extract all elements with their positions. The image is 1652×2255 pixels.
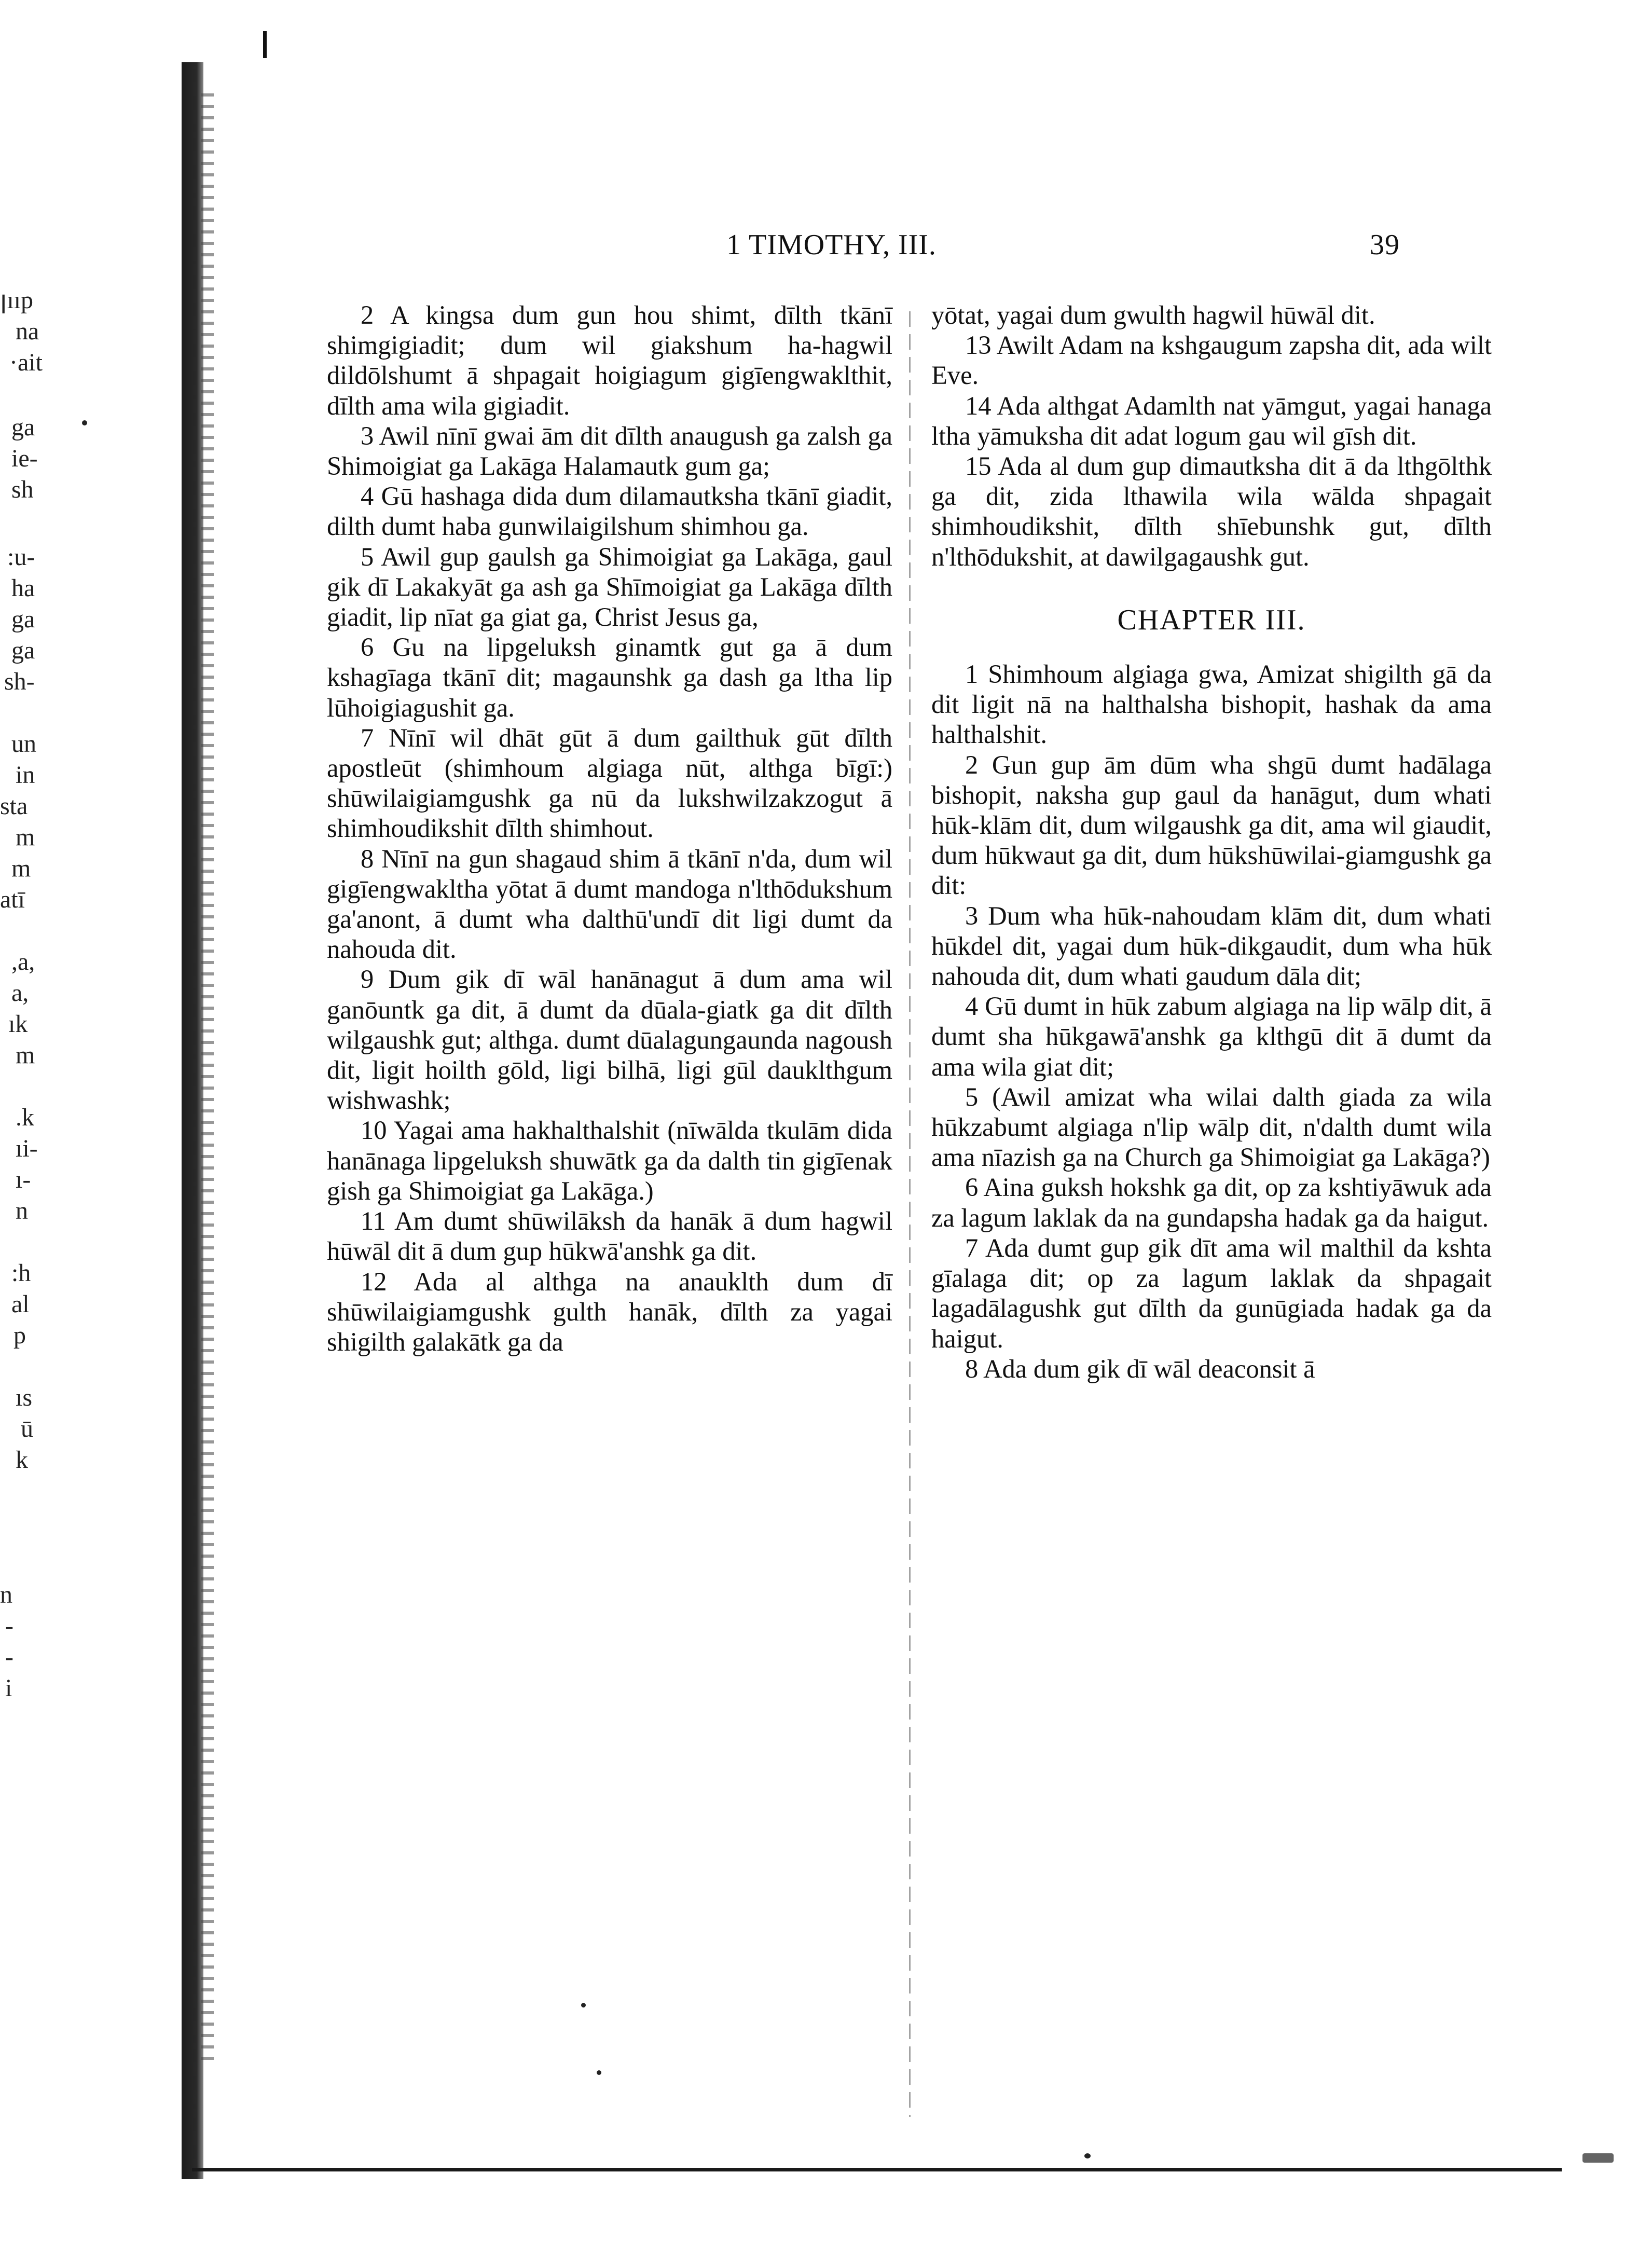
previous-page-fragment: ı- (16, 1166, 31, 1193)
bottom-page-edge (192, 2168, 1562, 2171)
previous-page-fragment: ꞁııp (0, 286, 34, 314)
verse-paragraph: 15 Ada al dum gup dimautksha dit ā da lthgōlthk ga dit, zida lthawila wila wālda shpagait shimhoudikshit, dīlth shīebunshk gut, dīlth n'lthōdukshit, at dawilgagaushk gut. (931, 451, 1492, 571)
previous-page-fragment: n (0, 1581, 12, 1608)
previous-page-fragment: al (11, 1290, 30, 1318)
column-divider (909, 311, 911, 2117)
verse-paragraph: 3 Dum wha hūk-nahoudam klām dit, dum whati hūkdel dit, yagai dum hūk-dikgaudit, dum wha hūk nahouda dit, dum whati gaudum dāla dit; (931, 901, 1492, 991)
scan-speck (1084, 2153, 1091, 2158)
verse-paragraph: 8 Ada dum gik dī wāl deaconsit ā (965, 1354, 1315, 1383)
scan-speck (597, 2070, 601, 2075)
page-number: 39 (1370, 229, 1400, 261)
verse-paragraph: 4 Gū dumt in hūk zabum algiaga na lip wālp dit, ā dumt sha hūkgawā'anshk ga klthgū dit ā dumt da ama wila giat dit; (931, 992, 1492, 1081)
previous-page-fragment: m (11, 855, 31, 882)
previous-page-fragment: ū (21, 1415, 33, 1442)
previous-page-fragment: na (16, 318, 39, 345)
verse-paragraph: 8 Nīnī na gun shagaud shim ā tkānī n'da, dum wil gigīengwakltha yōtat ā dumt mandoga n'lthōdukshum ga'anont, ā dumt wha dalthū'undī dit ligi dumt da nahouda dit. (327, 844, 892, 964)
binding-gutter-edge (201, 93, 214, 2065)
previous-page-fragment: ık (8, 1010, 28, 1038)
previous-page-fragment: ,a, (11, 948, 35, 975)
verse-paragraph: 11 Am dumt shūwilāksh da hanāk ā dum hagwil hūwāl dit ā dum gup hūkwā'anshk ga dit. (327, 1206, 892, 1266)
right-column-continuation (931, 300, 1492, 572)
previous-page-fragment: - (5, 1643, 13, 1671)
scan-speck (1582, 2153, 1614, 2163)
previous-page-fragment: ie- (11, 445, 38, 472)
running-title: 1 TIMOTHY, III. (726, 229, 937, 261)
previous-page-fragment: - (5, 1612, 13, 1640)
verse-paragraph: 13 Awilt Adam na kshgaugum zapsha dit, ada wilt Eve. (931, 331, 1492, 390)
verse-paragraph: 3 Awil nīnī gwai ām dit dīlth anaugush ga zalsh ga Shimoigiat ga Lakāga Halamautk gum ga; (327, 421, 892, 481)
previous-page-fragment: ha (11, 574, 35, 602)
previous-page-fragment: atī (0, 886, 25, 913)
verse-paragraph: 9 Dum gik dī wāl hanānagut ā dum ama wil ganōuntk ga dit, ā dumt da dūala-giatk ga dit dīlth wilgaushk gut; althga. dumt dūalagungaunda nagoush dit, ligit hoilth gōld, ligi bilhā, ligi gūl dauklthgum wishwashk; (327, 965, 892, 1115)
previous-page-fragment: ga (11, 414, 35, 441)
previous-page-fragment: in (16, 761, 35, 789)
verse-paragraph: 5 Awil gup gaulsh ga Shimoigiat ga Lakāga, gaul gik dī Lakakyāt ga ash ga Shīmoigiat ga Lakāga dīlth giadit, lip nīat ga giat ga, Christ Jesus ga, (327, 542, 892, 632)
left-column (327, 300, 892, 1357)
verse-paragraph: 10 Yagai ama hakhalthalshit (nīwālda tkulām dida hanānaga lipgeluksh shuwātk ga da dalth tin gigīenak gish ga Shimoigiat ga Lakāga.) (327, 1116, 892, 1205)
previous-page-fragment: a, (11, 979, 29, 1007)
previous-page-fragment: sh- (4, 668, 35, 695)
previous-page-fragment: sta (0, 792, 28, 820)
verse-paragraph: 6 Gu na lipgeluksh ginamtk gut ga ā dum kshagīaga tkānī dit; magaunshk ga dash ga ltha lip lūhoigiagushit ga. (327, 632, 892, 722)
chapter-verses (931, 659, 1492, 1384)
previous-page-fragment: m (16, 823, 35, 851)
previous-page-edge (0, 0, 176, 2255)
previous-page-fragment: :h (11, 1259, 31, 1287)
previous-page-fragment: .k (16, 1104, 34, 1131)
verse-paragraph: 2 Gun gup ām dūm wha shgū dumt hadālaga bishopit, naksha gup gaul da hanāgut, dum whati hūk-klām dit, dum wilgaushk ga dit, ama wil giaudit, dum hūkwaut ga dit, dum hūkshūwilai-giamgushk ga dit: (931, 750, 1492, 900)
previous-page-fragment: m (16, 1041, 35, 1069)
scan-speck (581, 2003, 586, 2008)
verse-paragraph: 5 (Awil amizat wha wilai dalth giada za wila hūkzabumt algiaga n'lip wālp dit, n'dalth dumt wila ama nīazish ga na Church ga Shimoigiat ga Lakāga?) (931, 1082, 1492, 1172)
previous-page-fragment: sh (11, 476, 34, 503)
verse-paragraph: 4 Gū hashaga dida dum dilamautksha tkānī giadit, dilth dumt haba gunwilaigilshum shimhou ga. (327, 482, 892, 541)
previous-page-fragment: ga (11, 637, 35, 664)
previous-page-fragment: un (11, 730, 36, 758)
previous-page-fragment: :u- (7, 543, 35, 571)
right-column (931, 300, 1492, 1384)
scan-mark (263, 31, 267, 58)
verse-paragraph: 7 Nīnī wil dhāt gūt ā dum gailthuk gūt dīlth apostleūt (shimhoum algiaga nūt, althga bīgī:) shūwilaigiamgushk ga nū da lukshwilzakzogut ā shimhoudikshit dīlth shimhout. (327, 723, 892, 843)
previous-page-fragment: p (13, 1322, 26, 1349)
previous-page-fragment: ·ait (9, 349, 43, 376)
binding-gutter (182, 62, 203, 2179)
previous-page-fragment: ıi- (16, 1135, 38, 1162)
chapter-heading: CHAPTER III. (1117, 603, 1306, 636)
verse-paragraph: yōtat, yagai dum gwulth hagwil hūwāl dit. (931, 300, 1375, 329)
previous-page-fragment: k (16, 1446, 28, 1474)
verse-paragraph: 6 Aina guksh hokshk ga dit, op za kshtiyāwuk ada za lagum laklak da na gundapsha hadak ga da haigut. (931, 1173, 1492, 1232)
verse-paragraph: 2 A kingsa dum gun hou shimt, dīlth tkānī shimgigiadit; dum wil giakshum ha-hagwil dildōlshumt ā shpagait hoigiagum gigīengwaklthit, dīlth ama wila gigiadit. (327, 300, 892, 420)
verse-paragraph: 1 Shimhoum algiaga gwa, Amizat shigilth gā da dit ligit nā na halthalsha bishopit, hashak da ama halthalshit. (931, 659, 1492, 749)
verse-paragraph: 12 Ada al althga na anauklth dum dī shūwilaigiamgushk gulth hanāk, dīlth za yagai shigilth galakātk ga da (327, 1267, 892, 1356)
verse-paragraph: 7 Ada dumt gup gik dīt ama wil malthil da kshta gīalaga dit; op za lagum laklak da shpagait lagadālagushk gut dīlth da gunūgiada hadak ga da haigut. (931, 1233, 1492, 1353)
previous-page-fragment: n (16, 1197, 28, 1225)
verse-paragraph: 14 Ada althgat Adamlth nat yāmgut, yagai hanaga ltha yāmuksha dit adat logum gau wil gīsh dit. (931, 391, 1492, 450)
previous-page-fragment: ga (11, 606, 35, 633)
previous-page-fragment: i (5, 1674, 12, 1702)
previous-page-fragment: ıs (16, 1384, 33, 1411)
